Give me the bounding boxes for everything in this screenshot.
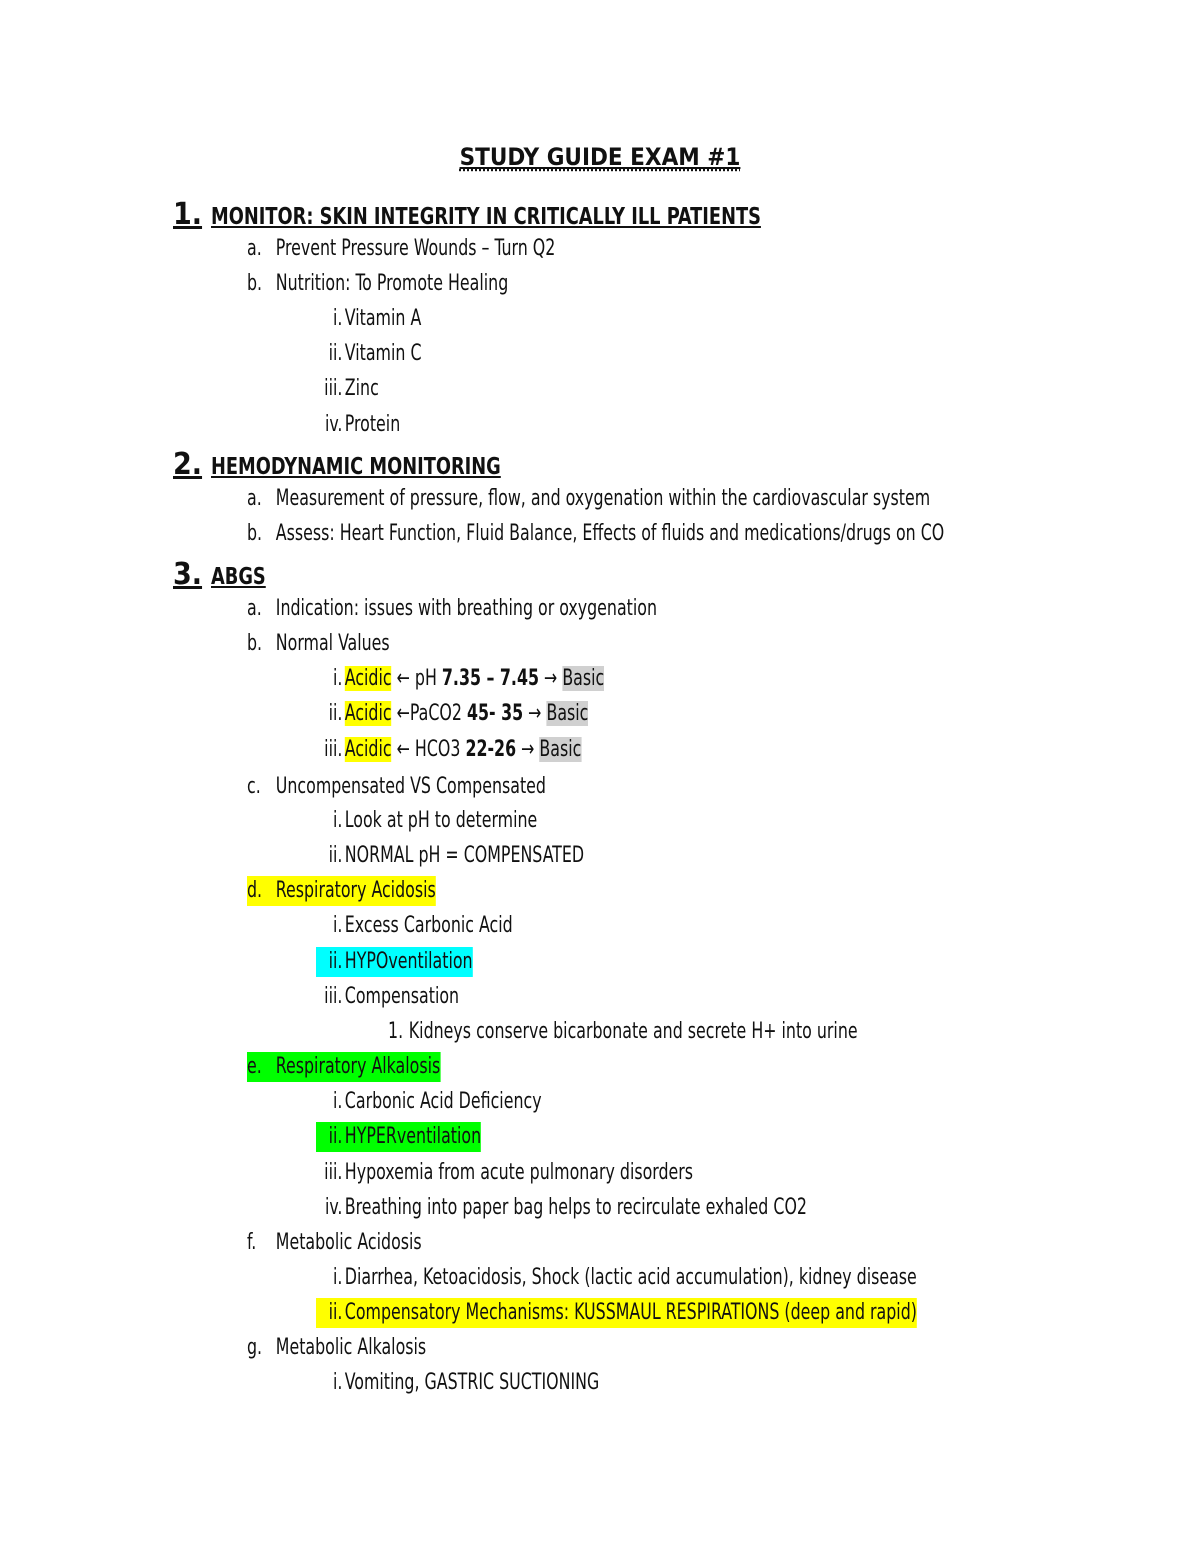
list-item: i. Carbonic Acid Deficiency	[332, 1089, 542, 1114]
list-item: i. Diarrhea, Ketoacidosis, Shock (lactic acid accumulation), kidney disease	[332, 1265, 917, 1290]
list-item: a. Prevent Pressure Wounds – Turn Q2	[247, 236, 556, 261]
section-1-heading: 1. MONITOR: SKIN INTEGRITY IN CRITICALLY ILL PATIENTS	[173, 197, 761, 232]
list-item: b. Normal Values	[247, 631, 390, 656]
list-item: a. Measurement of pressure, flow, and oxygenation within the cardiovascular system	[247, 486, 931, 511]
list-item: ii. HYPERventilation	[316, 1122, 522, 1152]
list-item: d. Respiratory Acidosis	[247, 876, 483, 906]
list-item: i. Vomiting, GASTRIC SUCTIONING	[332, 1370, 600, 1395]
list-item: i. Look at pH to determine	[332, 808, 538, 833]
list-item: iv. Breathing into paper bag helps to recirculate exhaled CO2	[324, 1195, 807, 1220]
normal-value-row: i. Acidic ← pH 7.35 – 7.45 → Basic	[332, 666, 605, 691]
normal-value-row: ii. Acidic ←PaCO2 45- 35 → Basic	[328, 701, 589, 726]
section-3-heading: 3. ABGS	[173, 557, 266, 592]
list-item: b. Nutrition: To Promote Healing	[247, 271, 509, 296]
list-item: 1. Kidneys conserve bicarbonate and secrete H+ into urine	[388, 1019, 858, 1044]
section-2-heading: 2. HEMODYNAMIC MONITORING	[173, 447, 501, 482]
list-item: a. Indication: issues with breathing or oxygenation	[247, 596, 657, 621]
list-item: e. Respiratory Alkalosis	[247, 1052, 489, 1082]
list-item: ii. Vitamin C	[328, 341, 422, 366]
list-item: iii. Compensation	[324, 984, 460, 1009]
list-item: i. Vitamin A	[332, 306, 422, 331]
list-item: ii. NORMAL pH = COMPENSATED	[328, 843, 585, 868]
list-item: iv. Protein	[324, 412, 401, 437]
list-item: iii. Zinc	[324, 376, 379, 401]
normal-value-row: iii. Acidic ← HCO3 22-26 → Basic	[324, 737, 582, 762]
list-item: c. Uncompensated VS Compensated	[247, 774, 546, 799]
list-item: f. Metabolic Acidosis	[247, 1230, 422, 1255]
list-item: ii. Compensatory Mechanisms: KUSSMAUL RESPIRATIONS (deep and rapid)	[316, 1298, 1067, 1328]
page-title: STUDY GUIDE EXAM #1	[459, 143, 741, 171]
list-item: ii. HYPOventilation	[316, 947, 512, 977]
list-item: iii. Hypoxemia from acute pulmonary disorders	[324, 1160, 694, 1185]
list-item: b. Assess: Heart Function, Fluid Balance, Effects of fluids and medications/drugs on CO	[247, 521, 945, 546]
list-item: g. Metabolic Alkalosis	[247, 1335, 427, 1360]
list-item: i. Excess Carbonic Acid	[332, 913, 513, 938]
